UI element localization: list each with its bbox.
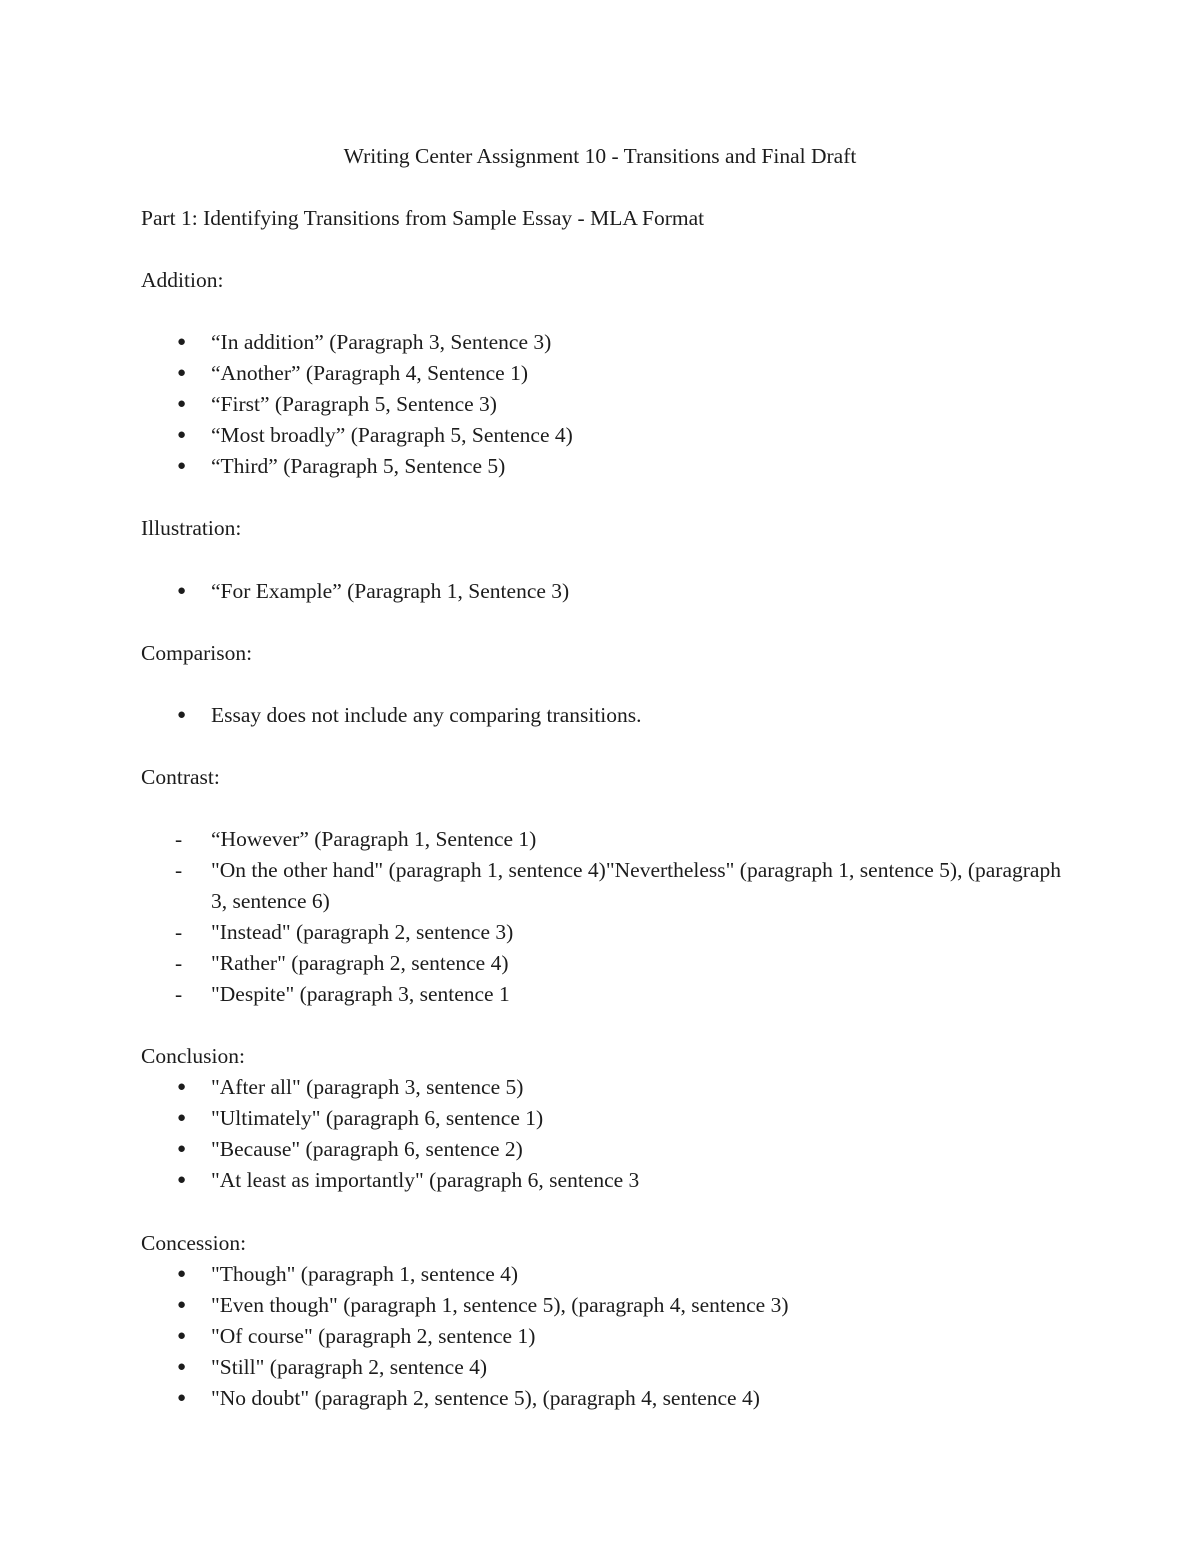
list-item-text: "Rather" (paragraph 2, sentence 4) bbox=[211, 951, 509, 975]
list-item-text: “In addition” (Paragraph 3, Sentence 3) bbox=[211, 330, 552, 354]
list-item bbox=[0, 1352, 1071, 1383]
list-item-text: "On the other hand" (paragraph 1, sentence 4)"Nevertheless" (paragraph 1, sentence 5), (paragraph 3, sentence 6) bbox=[211, 858, 1061, 913]
bullet-icon: ● bbox=[177, 707, 187, 723]
bullet-icon: ● bbox=[177, 1328, 187, 1344]
list-item-text: “Another” (Paragraph 4, Sentence 1) bbox=[211, 361, 528, 385]
section-label-comparison: Comparison: bbox=[141, 641, 253, 665]
section-label-addition: Addition: bbox=[141, 268, 224, 292]
list-item bbox=[0, 824, 1071, 855]
bullet-icon: ● bbox=[177, 1390, 187, 1406]
list-item bbox=[0, 1259, 1071, 1290]
bullet-icon: ● bbox=[177, 1141, 187, 1157]
list-item bbox=[0, 1321, 1071, 1352]
list-item-text: “However” (Paragraph 1, Sentence 1) bbox=[211, 827, 537, 851]
bullet-icon: ● bbox=[177, 365, 187, 381]
dash-icon: - bbox=[175, 858, 183, 882]
addition-list bbox=[0, 327, 1071, 482]
bullet-icon: ● bbox=[177, 583, 187, 599]
list-item-text: "After all" (paragraph 3, sentence 5) bbox=[211, 1075, 524, 1099]
list-item bbox=[0, 1165, 1071, 1196]
bullet-icon: ● bbox=[177, 458, 187, 474]
bullet-icon: ● bbox=[177, 1359, 187, 1375]
list-item-text: "Even though" (paragraph 1, sentence 5), (paragraph 4, sentence 3) bbox=[211, 1293, 789, 1317]
list-item bbox=[0, 1134, 1071, 1165]
list-item bbox=[0, 1290, 1071, 1321]
bullet-icon: ● bbox=[177, 1266, 187, 1282]
section-label-conclusion: Conclusion: bbox=[141, 1044, 245, 1068]
bullet-icon: ● bbox=[177, 1079, 187, 1095]
list-item-text: "Still" (paragraph 2, sentence 4) bbox=[211, 1355, 488, 1379]
list-item bbox=[0, 917, 1071, 948]
list-item bbox=[0, 451, 1071, 482]
illustration-list bbox=[0, 576, 1071, 607]
list-item-text: "Of course" (paragraph 2, sentence 1) bbox=[211, 1324, 536, 1348]
contrast-list bbox=[0, 824, 1071, 1010]
bullet-icon: ● bbox=[177, 334, 187, 350]
list-item bbox=[0, 1072, 1071, 1103]
bullet-icon: ● bbox=[177, 1172, 187, 1188]
comparison-list bbox=[0, 700, 1071, 731]
list-item-text: “First” (Paragraph 5, Sentence 3) bbox=[211, 392, 497, 416]
list-item-text: "Instead" (paragraph 2, sentence 3) bbox=[211, 920, 514, 944]
bullet-icon: ● bbox=[177, 1297, 187, 1313]
list-item-text: “For Example” (Paragraph 1, Sentence 3) bbox=[211, 579, 570, 603]
section-label-illustration: Illustration: bbox=[141, 516, 242, 540]
list-item-text: Essay does not include any comparing transitions. bbox=[211, 703, 642, 727]
bullet-icon: ● bbox=[177, 1110, 187, 1126]
list-item bbox=[0, 358, 1071, 389]
list-item bbox=[0, 576, 1071, 607]
list-item bbox=[0, 327, 1071, 358]
list-item-text: "Despite" (paragraph 3, sentence 1 bbox=[211, 982, 510, 1006]
list-item-text: "Ultimately" (paragraph 6, sentence 1) bbox=[211, 1106, 544, 1130]
dash-icon: - bbox=[175, 982, 183, 1006]
list-item bbox=[0, 420, 1071, 451]
document-title: Writing Center Assignment 10 - Transitions and Final Draft bbox=[343, 144, 857, 168]
list-item bbox=[0, 948, 1071, 979]
dash-icon: - bbox=[175, 920, 183, 944]
dash-icon: - bbox=[175, 951, 183, 975]
list-item-text: “Most broadly” (Paragraph 5, Sentence 4) bbox=[211, 423, 573, 447]
section-label-contrast: Contrast: bbox=[141, 765, 220, 789]
list-item-text: “Third” (Paragraph 5, Sentence 5) bbox=[211, 454, 506, 478]
list-item bbox=[0, 1383, 1071, 1414]
list-item bbox=[0, 1103, 1071, 1134]
list-item-text: "Though" (paragraph 1, sentence 4) bbox=[211, 1262, 519, 1286]
bullet-icon: ● bbox=[177, 427, 187, 443]
conclusion-list bbox=[0, 1072, 1071, 1196]
concession-list bbox=[0, 1259, 1071, 1414]
list-item-text: "Because" (paragraph 6, sentence 2) bbox=[211, 1137, 523, 1161]
list-item bbox=[0, 389, 1071, 420]
list-item bbox=[0, 979, 1071, 1010]
part-heading: Part 1: Identifying Transitions from Sample Essay - MLA Format bbox=[141, 206, 705, 230]
bullet-icon: ● bbox=[177, 396, 187, 412]
list-item bbox=[0, 855, 1071, 917]
list-item-text: "No doubt" (paragraph 2, sentence 5), (paragraph 4, sentence 4) bbox=[211, 1386, 760, 1410]
list-item bbox=[0, 700, 1071, 731]
list-item-text: "At least as importantly" (paragraph 6, sentence 3 bbox=[211, 1168, 640, 1192]
section-label-concession: Concession: bbox=[141, 1231, 247, 1255]
dash-icon: - bbox=[175, 827, 183, 851]
